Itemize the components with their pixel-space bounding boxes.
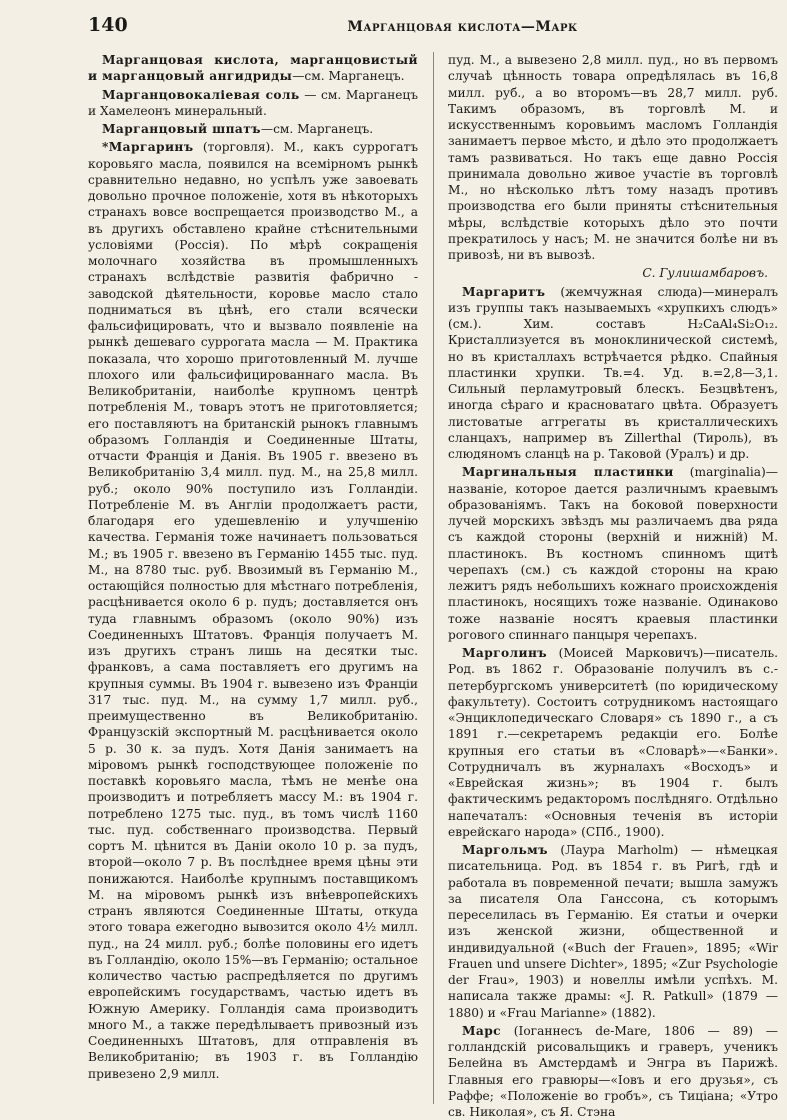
article-headword: Маргаритъ [462, 284, 546, 299]
article-entry [88, 121, 418, 137]
article-entry [88, 139, 418, 1082]
entry-signature: С. Гулишамбаровъ. [642, 266, 768, 281]
article-entry [448, 284, 778, 463]
right-column [448, 52, 778, 1119]
article-text: (Лаура Marholm) — нѣмецкая писательница. Род. въ 1854 г. въ Ригѣ, гдѣ и работала въ повременной печати; вышла замужъ за писателя Ола Гансcона, съ которымъ переселилась въ Германію. Ея статьи и очерки изъ женской жизни, общественной и индивидуальной («Buch der Frauen», 1895; «Wir Frauen und unsere Dichter», 1895; «Zur Psychologie der Frau», 1903) и новеллы имѣли успѣхъ. М. написала также драмы: «J. R. Patkull» (1879 — 1880) и «Frau Marianne» (1882). [448, 843, 778, 1020]
article-text: пуд. М., а вывезено 2,8 милл. пуд., но въ первомъ случаѣ цѣнность товара опредѣлялась въ 16,8 милл. руб., а во второмъ—въ 28,7 милл. руб. Такимъ образомъ, въ торговлѣ М. и искусственнымъ коровьимъ масломъ Голландія занимаетъ первое мѣсто, и дѣло это продолжаетъ тамъ развиваться. Но такъ еще давно Россія принимала довольно живое участіе въ торговлѣ М., но нѣсколько лѣтъ тому назадъ противъ производства его были приняты стѣснительныя мѣры, вслѣдствіе которыхъ дѣло это почти прекратилось у насъ; М. не значится болѣе ни въ привозѣ, ни въ вывозѣ. [448, 53, 778, 262]
article-text: (Іоганнесъ de-Mare, 1806 — 89) — голландскій рисовальщикъ и граверъ, ученикъ Белейна въ Амстердамѣ и Энгра въ Парижѣ. Главныя его гравюры—«Іовъ и его друзья», съ Раффе; «Положеніе во гробъ», съ Тиціана; «Утро св. Николая», съ Я. Стэна [448, 1023, 778, 1119]
article-entry [448, 1023, 778, 1120]
article-text: —см. Марганецъ. [260, 122, 374, 136]
article-headword: Маргольмъ [462, 843, 548, 857]
article-text: (marginalia)—названіе, которое дается различнымъ краевымъ образованіямъ. Такъ на боковой поверхности лучей морскихъ звѣздъ мы различаемъ два ряда съ каждой стороны (верхній и нижній) М. пластинокъ. Въ костномъ спинномъ щитѣ черепахъ (см.) съ каждой стороны на краю лежитъ рядъ небольшихъ кожнаго происхожденія пластинокъ, носящихъ тоже названіе. Одинаково тоже названіе носятъ краевыя пластинки рогового спиннаго панцыря черепахъ. [448, 465, 778, 642]
article-headword: Маргинальныя пластинки [462, 465, 674, 480]
article-entry [88, 52, 418, 85]
article-entry [448, 645, 778, 840]
article-text: — см. Марганецъ и Хамелеонъ минеральный. [88, 87, 418, 118]
article-headword: Марголинъ [462, 646, 548, 660]
article-entry [88, 87, 418, 120]
article-headword: Марс [462, 1023, 501, 1038]
article-headword: Марганцовый шпатъ [102, 122, 261, 136]
article-text: (Моисей Марковичъ)—писатель. Род. въ 1862 г. Образованіе получилъ въ с.-петербургскомъ университетѣ (по юридическому факультету). Состоитъ сотрудникомъ настоящаго «Энциклопедическаго Словаря» съ 1890 г., а съ 1891 г.—секретаремъ редакціи его. Болѣе крупныя его статьи въ «Словарѣ»—«Банки». Сотрудничалъ въ журналахъ «Восходъ» и «Еврейская жизнь»; въ 1904 г. былъ фактическимъ редакторомъ послѣдняго. Отдѣльно напечаталъ: «Основныя теченія въ исторіи еврейскаго народа» (СПб., 1900). [448, 646, 778, 839]
text-columns [88, 52, 778, 1119]
article-text: (торговля). М., какъ суррогатъ коровьяго масла, появился на всемірномъ рынкѣ сравнительно недавно, но успѣлъ уже завоевать довольно прочное положеніе, хотя въ нѣкоторыхъ странахъ вовсе воспрещается производство М., а въ другихъ обставлено крайне стѣснительными условіями (Россія). По мѣрѣ сокращенія молочнаго хозяйства въ промышленныхъ странахъ вслѣдствіе развитія фабрично - заводской дѣятельности, коровье масло стало подниматься въ цѣнѣ, его стали всячески фальсифицировать, что и вызвало появленіе на рынкѣ дешеваго суррогата масла — М. Практика показала, что хорошо приготовленный М. лучше плохого или фальсифицированнаго масла. Въ Великобританіи, наиболѣе крупномъ центрѣ потребленія М., товаръ этотъ не приготовляется; его поставляютъ на британскій рынокъ главнымъ образомъ Голландія и Соединенные Штаты, отчасти Франція и Данія. Въ 1905 г. ввезено въ Великобританію 3,4 милл. пуд. М., на 25,8 милл. руб.; около 90% поступило изъ Голландіи. Потребленіе М. въ Англіи продолжаетъ расти, благодаря его удешевленію и улучшенію качества. Германія тоже начинаетъ пользоваться М.; въ 1905 г. ввезено въ Германію 1455 тыс. пуд. М., на 8780 тыс. руб. Ввозимый въ Германію М., остающійся полностью для мѣстнаго потребленія, расцѣнивается около 6 р. пудъ; доставляется онъ туда главнымъ образомъ (около 90%) изъ Соединенныхъ Штатовъ. Франція получаетъ М. изъ другихъ странъ лишь на десятки тыс. франковъ, а сама поставляетъ его другимъ на крупныя суммы. Въ 1904 г. вывезено изъ Франціи 317 тыс. пуд. М., на сумму 1,7 милл. руб., преимущественно въ Великобританію. Французскій экспортный М. расцѣнивается около 5 р. 30 к. за пудъ. Хотя Данія занимаетъ на міровомъ рынкѣ господствующее положеніе по поставкѣ коровьяго масла, тѣмъ не менѣе она производитъ и потребляетъ массу М.: въ 1904 г. потреблено 1275 тыс. пуд., въ томъ числѣ 1160 тыс. пуд. собственнаго производства. Первый сортъ М. цѣнится въ Даніи около 10 р. за пудъ, второй—около 7 р. Въ послѣднее время цѣны эти понижаются. Наиболѣе крупнымъ поставщикомъ М. на міровомъ рынкѣ изъ внѣевропейскихъ странъ являются Соединенные Штаты, откуда этого товара ежегодно вывозится около 4½ милл. пуд., на 24 милл. руб.; болѣе половины его идетъ въ Голландію, около 15%—въ Германію; остальное количество частью распредѣляется по другимъ европейскимъ государствамъ, частью идетъ въ Южную Америку. Голландія сама производитъ много М., а также передѣлываетъ привозный изъ Соединенныхъ Штатовъ, для отправленія въ Великобританію; въ 1903 г. въ Голландію привезено 2,9 милл. [88, 140, 418, 1081]
article-headword: Марганцовая кислота, марганцовистый и марганцовый ангидриды [88, 53, 418, 84]
running-title: Марганцовая кислота—Марк [347, 19, 578, 35]
article-headword: Марганцовокаліевая соль [102, 87, 300, 102]
article-text: —см. Марганецъ. [292, 69, 405, 84]
article-text: (жемчужная слюда)—минералъ изъ группы такъ называемыхъ «хрупкихъ слюдъ» (см.). Хим. составъ H₂CaAl₄Si₂O₁₂. Кристаллизуется въ моноклинической системѣ, но въ кристаллахъ встрѣчается рѣдко. Спайныя пластинки хрупки. Тв.=4. Уд. в.=2,8—3,1. Сильный перламутровый блескъ. Безцвѣтенъ, иногда сѣраго и красноватаго цвѣта. Образуетъ листоватые аггрегаты въ кристаллическихъ сланцахъ, например въ Zillerthal (Тироль), въ слюдяномъ сланцѣ на р. Таковой (Уралъ) и др. [448, 284, 778, 461]
article-entry [448, 464, 778, 643]
left-column [88, 52, 418, 1104]
page-header [88, 14, 767, 40]
article-entry [448, 842, 778, 1021]
page-number: 140 [88, 14, 128, 36]
article-headword: *Маргаринъ [102, 140, 194, 155]
column-divider [433, 52, 434, 1104]
article-entry [448, 52, 778, 263]
